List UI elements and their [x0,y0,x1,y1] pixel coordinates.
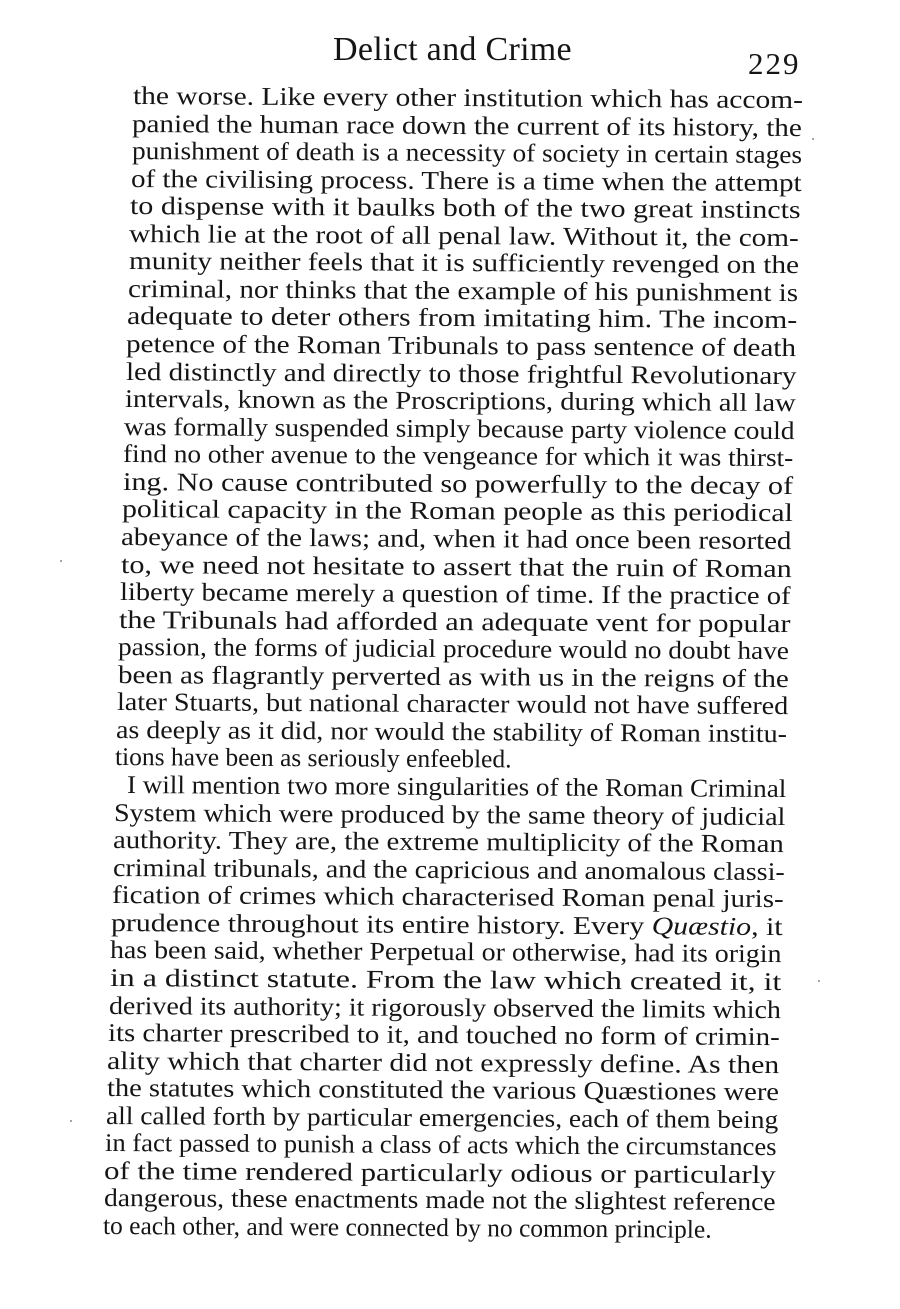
text-line: find no other avenue to the vengeance for which it was thirst- [123,439,794,473]
text-line: later Stuarts, but national character would not have suffered [116,687,789,721]
text-line: criminal tribunals, and the capricious and anomalous classi- [112,852,785,886]
text-line: its charter prescribed to it, and touched no form of crimin- [108,1018,780,1052]
scan-speck [812,138,814,140]
text-line-start: prudence throughout its entire history. Every [110,907,645,941]
text-line: political capacity in the Roman people as this periodical [121,494,794,528]
text-line: fication of crimes which characterised Roman penal juris- [111,880,784,914]
text-line: panied the human race down the current of its history, the [132,108,803,142]
running-head [0,30,900,81]
scan-speck [818,980,820,982]
text-line: all called forth by particular emergencies, each of them being [105,1100,779,1134]
text-line: in a distinct statute. From the law which created it, it [109,962,781,997]
text-line: criminal, nor thinks that the example of his punishment is [127,273,799,308]
text-line: adequate to deter others from imitating him. The incom- [127,301,798,335]
text-line: punishment of death is a necessity of society in certain stages [131,136,802,170]
scan-speck [70,1120,72,1122]
running-title: Delict and Crime [333,31,572,68]
text-line: has been said, whether Perpetual or otherwise, had its origin [110,935,782,969]
text-line: to, we need not hesitate to assert that the ruin of Roman [120,549,792,583]
page-number: 229 [748,46,801,81]
text-line: passion, the forms of judicial procedure would no doubt have [118,632,790,666]
text-line: to dispense with it baulks both of the two great instincts [129,191,801,225]
text-line: dangerous, these enactments made not the slightest reference [103,1183,776,1217]
text-line: was formally suspended simply because party violence could [124,411,795,445]
text-line: to each other, and were connected by no common principle. [102,1211,712,1244]
text-line: authority. They are, the extreme multiplicity of the Roman [113,825,785,859]
text-line: of the civilising process. There is a time when the attempt [130,163,802,197]
text-line: in fact passed to punish a class of acts which the circumstances [105,1128,777,1162]
scan-speck [60,560,62,562]
text-line: of the time rendered particularly odious or particularly [104,1155,777,1189]
text-line-end: , it [751,911,783,941]
italic-term: Quæstio [651,911,752,941]
text-line: intervals, known as the Proscriptions, during which all law [124,384,796,418]
text-line: ality which that charter did not expressly define. As then [107,1045,780,1079]
text-line: System which were produced by the same theory of judicial [113,797,786,831]
text-line: petence of the Roman Tribunals to pass sentence of death [126,329,797,363]
text-line: the worse. Like every other institution which has accom- [132,81,804,115]
text-line: tions have been as seriously enfeebled. [115,742,513,774]
text-line: liberty became merely a question of time. If the practice of [119,577,791,611]
text-line: ing. No cause contributed so powerfully to the decay of [122,466,793,500]
text-line: munity neither feels that it is sufficiently revenged on the [128,246,799,280]
text-line: the statutes which constituted the various Quæstiones were [106,1073,779,1107]
text-line: abeyance of the laws; and, when it had once been resorted [121,521,792,556]
text-line: I will mention two more singularities of the Roman Criminal [126,770,787,804]
text-line: derived its authority; it rigorously observed the limits which [108,990,781,1024]
text-line: which lie at the root of all penal law. Without it, the com- [129,218,800,252]
text-line: the Tribunals had afforded an adequate vent for popular [119,604,791,638]
text-line: as deeply as it did, nor would the stability of Roman institu- [116,714,788,748]
text-line: been as flagrantly perverted as with us in the reigns of the [117,659,789,693]
text-line: led distinctly and directly to those frightful Revolutionary [125,356,797,390]
